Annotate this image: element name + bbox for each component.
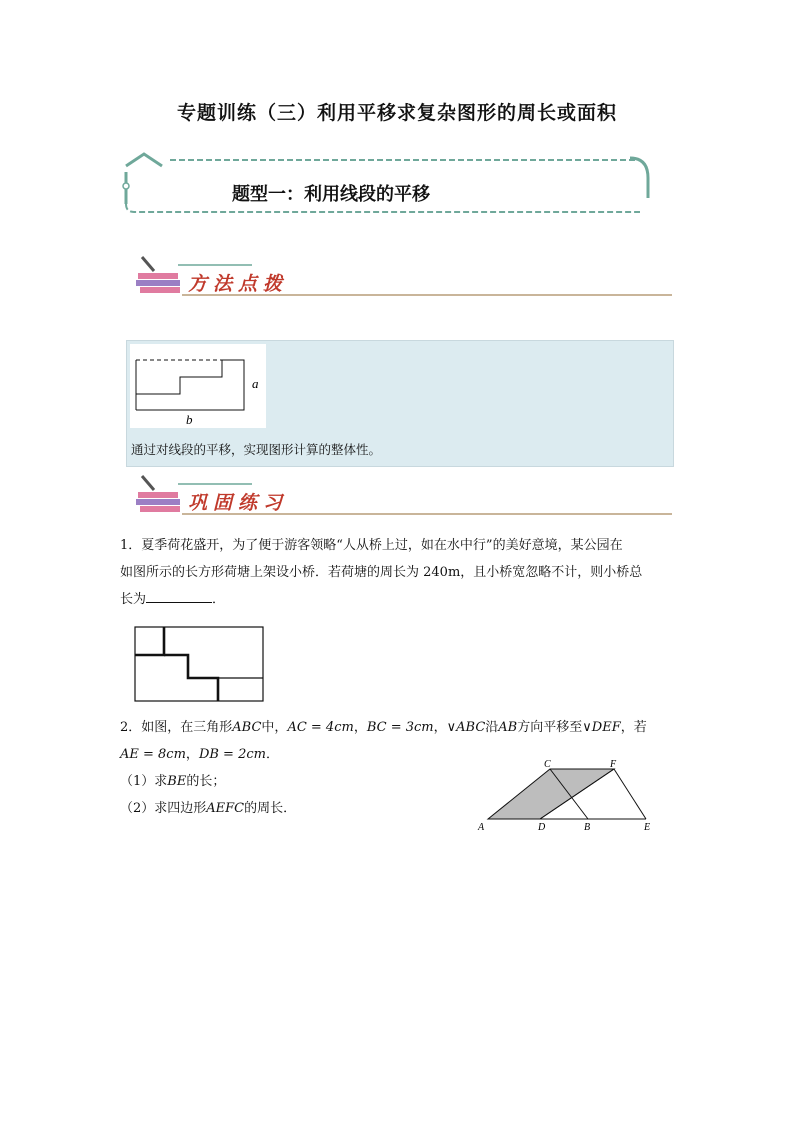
banner-title: 题型一：利用线段的平移 [232, 184, 430, 205]
q2-line-2: AE = 8cm，DB = 2cm． [120, 747, 279, 762]
method-section-label: 方法点拨 [188, 273, 289, 295]
q1-line-1: 1．夏季荷花盛开，为了便于游客领略“人从桥上过，如在水中行”的美好意境，某公园在 [120, 538, 623, 553]
label-b: b [186, 412, 193, 427]
method-figure [130, 344, 266, 428]
point-d-label: D [538, 822, 546, 833]
question-1 [120, 532, 676, 613]
point-c-label: C [544, 759, 551, 770]
method-section-header [132, 255, 672, 297]
q1-line-2: 如图所示的长方形荷塘上架设小桥．若荷塘的周长为 240m，且小桥宽忽略不计，则小桥总 [120, 565, 643, 580]
practice-section-header [132, 474, 672, 516]
translation-figure [474, 756, 658, 836]
practice-section-label: 巩固练习 [188, 492, 289, 514]
point-e-label: E [644, 822, 651, 833]
q2-sub-2: （2）求四边形AEFC的周长． [120, 801, 297, 816]
q1-line-3: 长为 ． [120, 586, 676, 613]
method-text: 通过对线段的平移，实现图形计算的整体性。 [131, 442, 382, 457]
q2-sub-1: （1）求BE的长； [120, 774, 226, 789]
point-a-label: A [478, 822, 485, 833]
point-b-label: B [584, 822, 591, 833]
point-f-label: F [610, 759, 617, 770]
q2-line-1: 2．如图，在三角形ABC中，AC = 4cm，BC = 3cm，∨ABC沿AB方向平移至∨DEF，若 [120, 720, 647, 735]
answer-blank[interactable] [146, 588, 212, 603]
page-title: 专题训练（三）利用平移求复杂图形的周长或面积 [176, 102, 617, 124]
label-a: a [252, 376, 259, 391]
pond-figure [134, 626, 266, 704]
